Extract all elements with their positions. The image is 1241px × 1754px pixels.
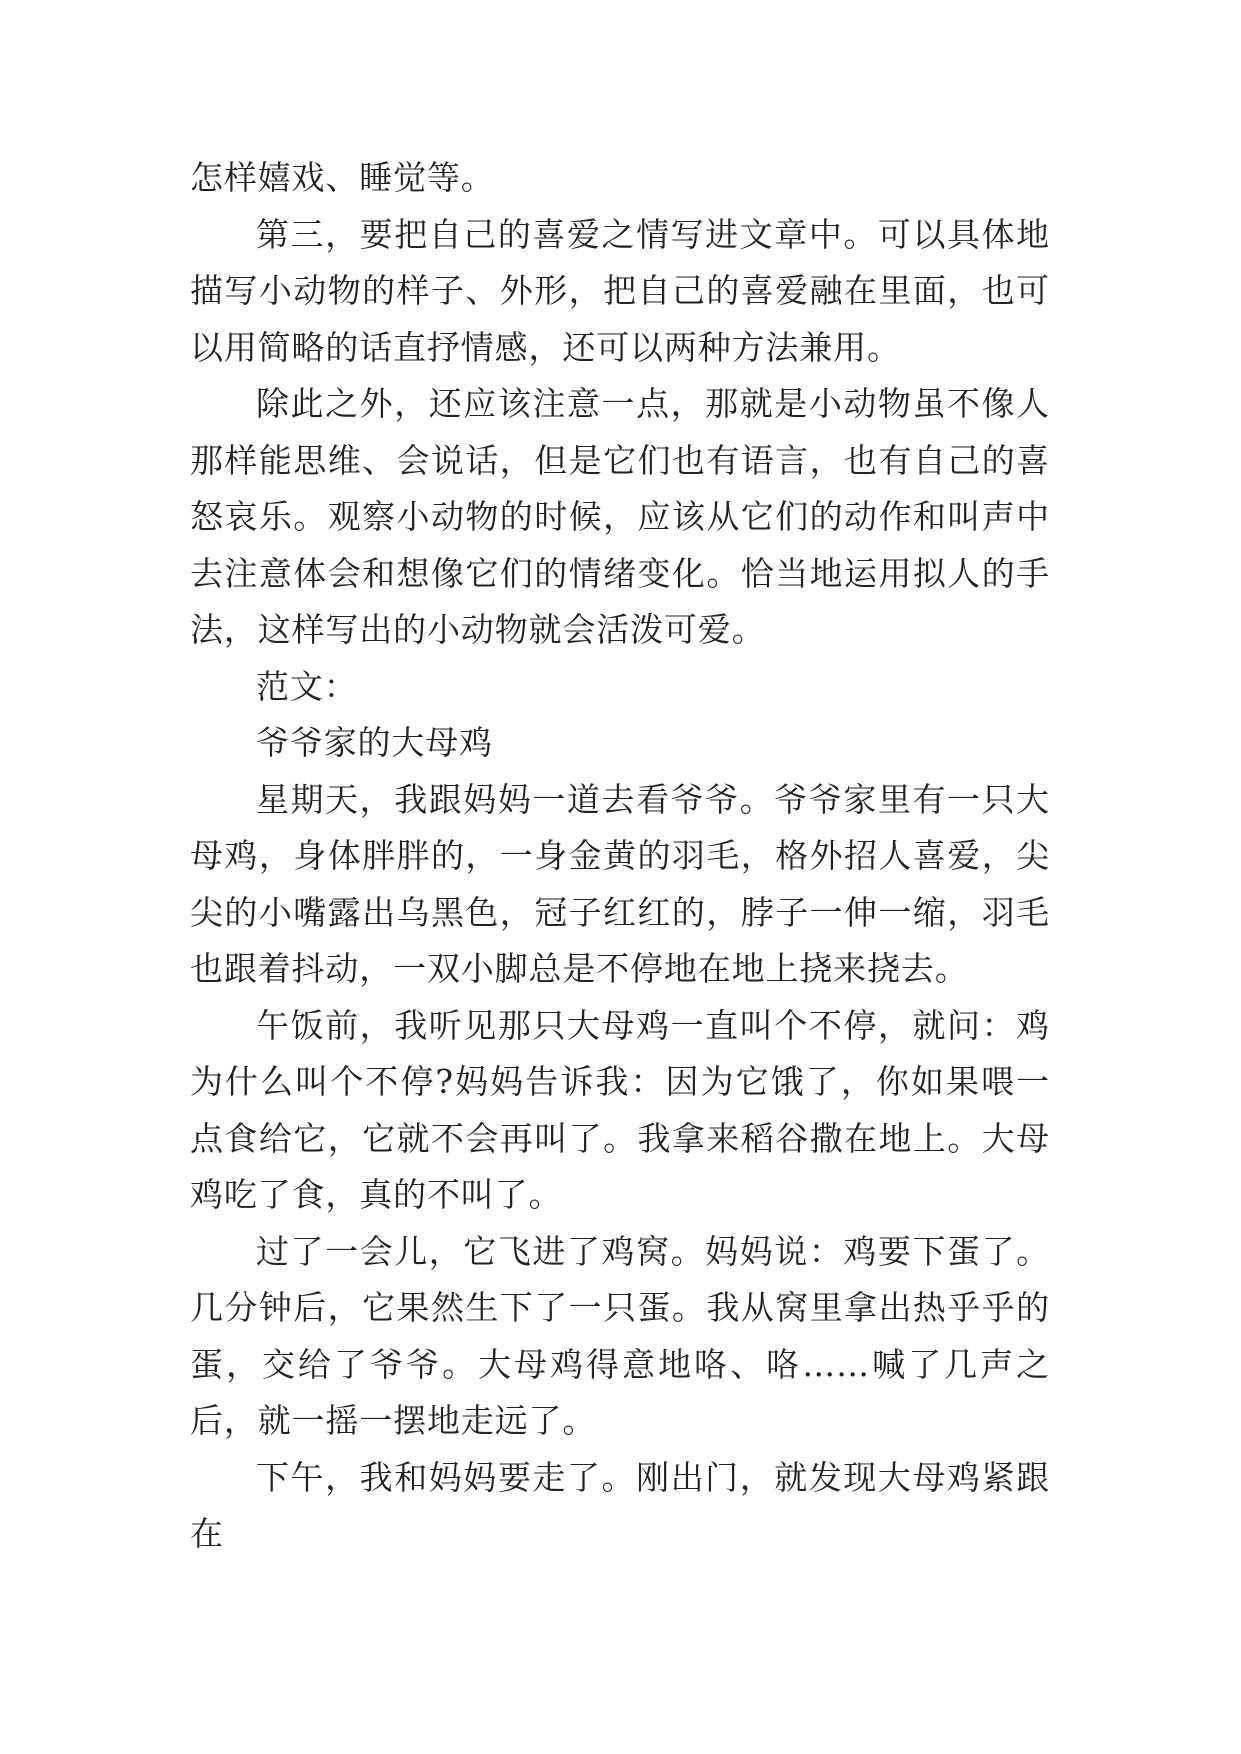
paragraph-third-point: 第三，要把自己的喜爱之情写进文章中。可以具体地描写小动物的样子、外形，把自己的喜爱融在里面，也可以用简略的话直抒情感，还可以两种方法兼用。	[190, 214, 1050, 367]
document-body	[190, 150, 1050, 1563]
essay-paragraph-4: 下午，我和妈妈要走了。刚出门，就发现大母鸡紧跟在	[190, 1457, 1050, 1553]
paragraph-additional-note: 除此之外，还应该注意一点，那就是小动物虽不像人那样能思维、会说话，但是它们也有语言，也有自己的喜怒哀乐。观察小动物的时候，应该从它们的动作和叫声中去注意体会和想像它们的情绪变化。恰当地运用拟人的手法，这样写出的小动物就会活泼可爱。	[190, 384, 1050, 649]
sample-essay-label: 范文：	[256, 666, 358, 706]
essay-title: 爷爷家的大母鸡	[256, 723, 493, 762]
essay-paragraph-2: 午饭前，我听见那只大母鸡一直叫个不停，就问：鸡为什么叫个不停?妈妈告诉我：因为它饿了，你如果喂一点食给它，它就不会再叫了。我拿来稻谷撒在地上。大母鸡吃了食，真的不叫了。	[190, 1005, 1050, 1214]
essay-paragraph-1: 星期天，我跟妈妈一道去看爷爷。爷爷家里有一只大母鸡，身体胖胖的，一身金黄的羽毛，格外招人喜爱，尖尖的小嘴露出乌黑色，冠子红红的，脖子一伸一缩，羽毛也跟着抖动，一双小脚总是不停地在地上挠来挠去。	[190, 779, 1050, 988]
essay-paragraph-3: 过了一会儿，它飞进了鸡窝。妈妈说：鸡要下蛋了。几分钟后，它果然生下了一只蛋。我从窝里拿出热乎乎的蛋，交给了爷爷。大母鸡得意地咯、咯……喊了几声之后，就一摇一摆地走远了。	[190, 1231, 1050, 1440]
paragraph-continuation: 怎样嬉戏、睡觉等。	[190, 158, 495, 197]
